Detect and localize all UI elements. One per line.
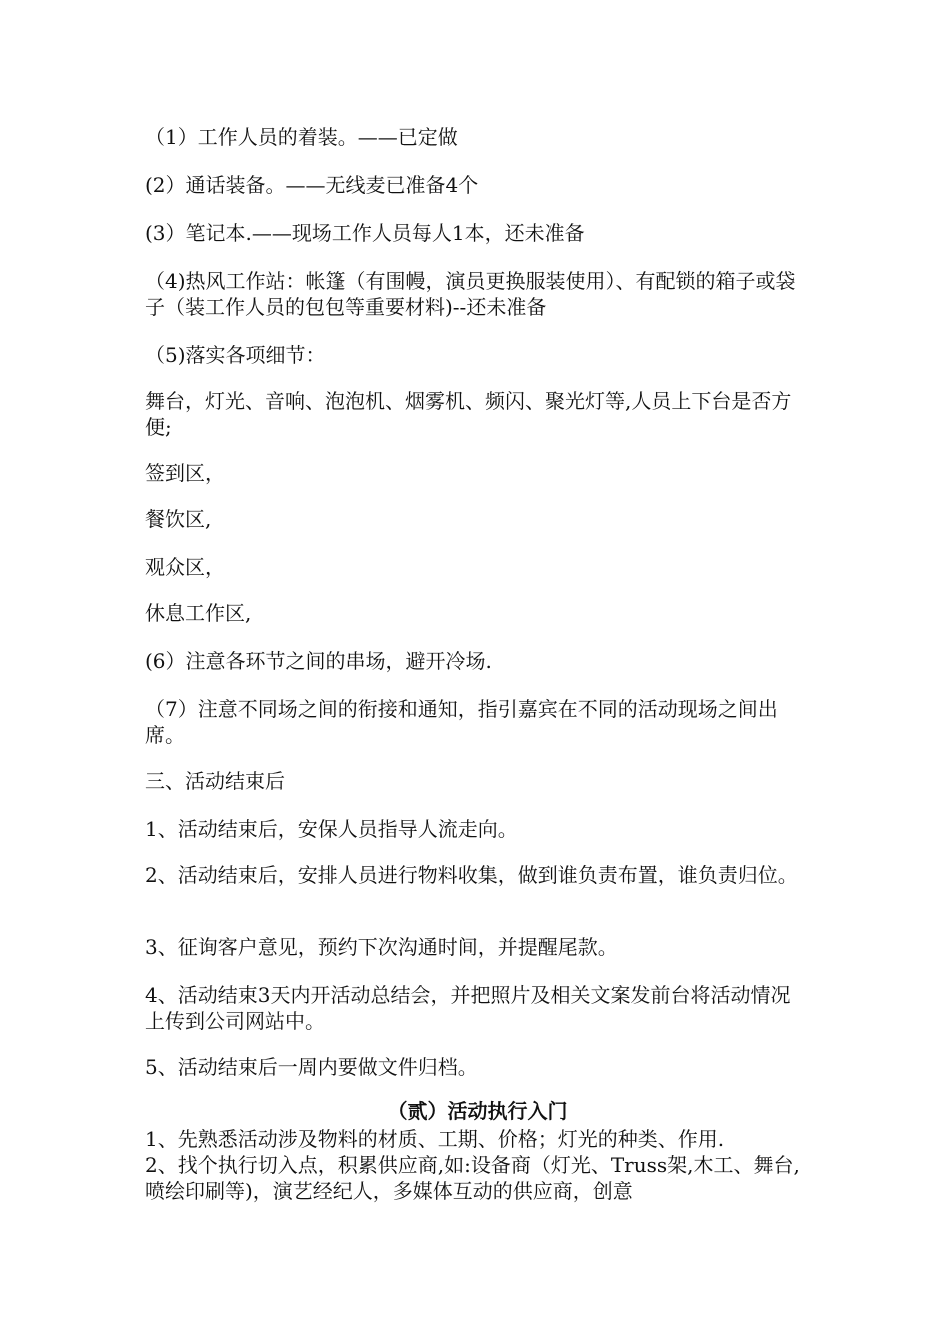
paragraph-after-4: 4、活动结束3天内开活动总结会，并把照片及相关文案发前台将活动情况上传到公司网站中。: [145, 983, 791, 1033]
paragraph-staff-attire: （1）工作人员的着装。——已定做: [145, 125, 458, 149]
paragraph-communication-gear: (2）通话装备。——无线麦已准备4个: [145, 173, 479, 197]
paragraph-audience-area: 观众区，: [145, 555, 225, 579]
section-line-2: 2、找个执行切入点，积累供应商,如:设备商（灯光、Truss架,木工、舞台,喷绘印刷等)，演艺经纪人，多媒体互动的供应商，创意: [145, 1153, 800, 1203]
paragraph-after-1: 1、活动结束后，安保人员指导人流走向。: [145, 817, 518, 841]
paragraph-notebook: (3）笔记本.——现场工作人员每人1本，还未准备: [145, 221, 585, 245]
paragraph-after-event-heading: 三、活动结束后: [145, 769, 285, 793]
section-title: （贰）活动执行入门: [387, 1099, 568, 1123]
paragraph-transitions: (6）注意各环节之间的串场，避开冷场.: [145, 649, 492, 673]
paragraph-details-heading: （5)落实各项细节：: [145, 343, 326, 367]
paragraph-rest-area: 休息工作区,: [145, 601, 252, 625]
paragraph-stage-details: 舞台，灯光、音响、泡泡机、烟雾机、频闪、聚光灯等,人员上下台是否方便;: [145, 389, 792, 439]
section-line-1: 1、先熟悉活动涉及物料的材质、工期、价格；灯光的种类、作用.: [145, 1127, 725, 1151]
paragraph-after-3: 3、征询客户意见，预约下次沟通时间，并提醒尾款。: [145, 935, 618, 959]
paragraph-dining-area: 餐饮区,: [145, 507, 212, 531]
paragraph-after-5: 5、活动结束后一周内要做文件归档。: [145, 1055, 478, 1079]
paragraph-workstation: （4)热风工作站：帐篷（有围幔，演员更换服装使用）、有配锁的箱子或袋子（装工作人员的包包等重要材料)--还未准备: [145, 269, 796, 319]
paragraph-after-2: 2、活动结束后，安排人员进行物料收集，做到谁负责布置，谁负责归位。: [145, 863, 798, 887]
paragraph-venue-coordination: （7）注意不同场之间的衔接和通知，指引嘉宾在不同的活动现场之间出席。: [145, 697, 778, 747]
paragraph-signin-area: 签到区，: [145, 461, 225, 485]
